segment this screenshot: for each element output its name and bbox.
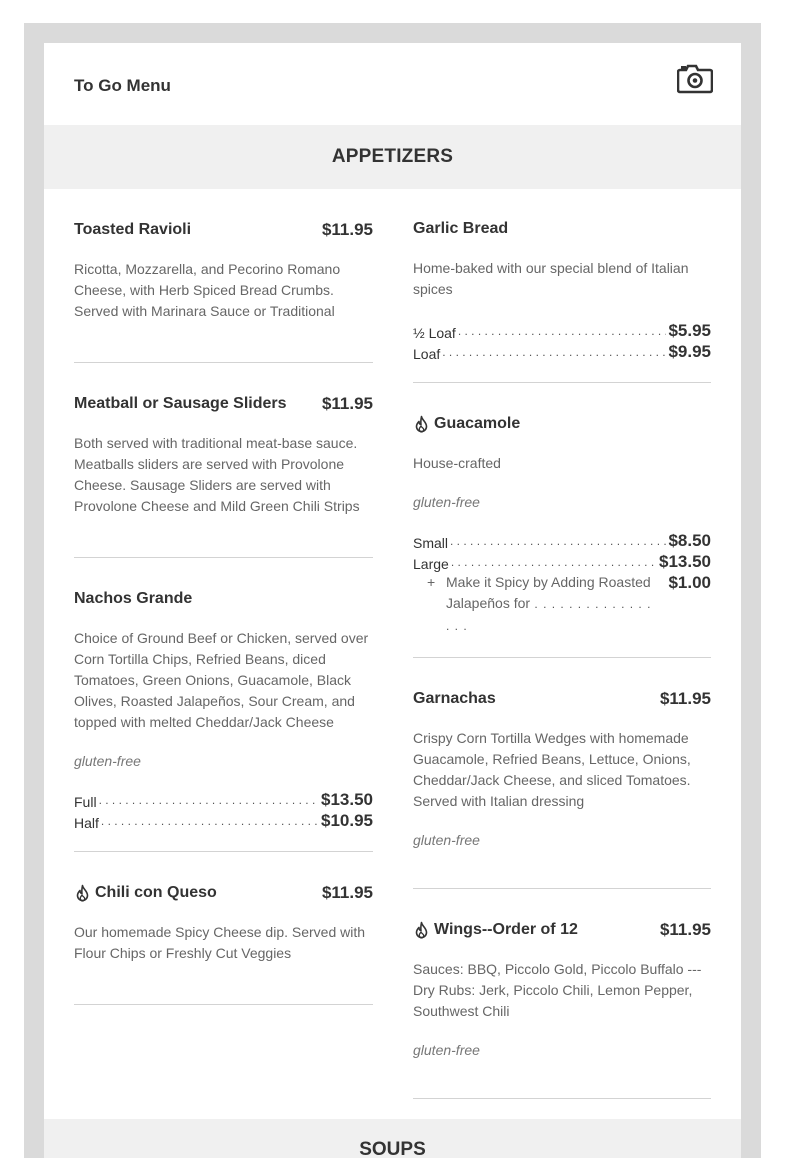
menu-title: To Go Menu [74,76,171,95]
menu-item-nachos-grande[interactable] [74,558,373,852]
menu-item-garlic-bread[interactable] [413,189,711,383]
menu-item-wings[interactable] [413,889,711,1099]
flame-icon [74,884,91,903]
camera-icon[interactable] [677,63,713,95]
price-row [413,320,711,341]
item-name: Toasted Ravioli [74,221,192,238]
gluten-free-tag: gluten-free [413,1042,480,1058]
menu-item-sliders[interactable] [74,363,373,558]
leader-dots [99,793,319,807]
section-title: APPETIZERS [331,146,454,167]
menu-item-toasted-ravioli[interactable] [74,189,373,363]
menu-item-chili-con-queso[interactable] [74,852,373,1005]
leader-dots [442,345,666,359]
size-price: $13.50 [659,552,711,571]
size-label: Full [74,794,97,810]
item-name: Wings--Order of 12 [434,921,578,938]
top-bar [44,43,741,125]
item-description: Crispy Corn Tortilla Wedges with homemade Guacamole, Refried Beans, Lettuce, Onions, Cheddar/Jack Cheese, and sliced Tomatoes. Served with Italian dressing [413,730,691,809]
item-name: Garnachas [413,690,496,707]
gluten-free-tag: gluten-free [74,753,141,769]
left-column [74,189,373,1005]
size-price: $13.50 [321,790,373,809]
price-row [74,789,373,810]
gluten-free-tag: gluten-free [413,494,480,510]
item-description: Our homemade Spicy Cheese dip. Served with Flour Chips or Freshly Cut Veggies [74,924,366,961]
gluten-free-tag: gluten-free [413,832,480,848]
price-row [413,530,711,551]
flame-icon [413,415,430,434]
leader-dots [101,814,319,828]
item-price: $11.95 [659,920,711,939]
section-title: SOUPS [359,1139,426,1158]
price-row [74,810,373,831]
item-name: Meatball or Sausage Sliders [74,395,287,412]
menu-item-garnachas[interactable] [413,658,711,889]
plus-sign: + [427,574,436,590]
price-row [413,551,711,572]
menu-item-guacamole[interactable] [413,383,711,658]
appetizers-columns [44,189,741,1119]
item-description: Ricotta, Mozzarella, and Pecorino Romano Cheese, with Herb Spiced Bread Crumbs. Served with Marinara Sauce or Traditional [74,261,341,319]
size-price: $9.95 [668,342,711,361]
addon-row [427,572,711,637]
size-price: $8.50 [668,531,711,550]
item-price: $11.95 [321,220,373,239]
item-name: Garlic Bread [413,220,509,237]
size-label: Half [74,815,99,831]
size-price: $5.95 [668,321,711,340]
item-description: Both served with traditional meat-base sauce. Meatballs sliders are served with Provolone Cheese. Sausage Sliders are served with Provolone Cheese and Mild Green Chili Strips [74,435,360,514]
item-price: $11.95 [321,394,373,413]
soups-header [44,1119,741,1158]
menu-page [44,43,741,1158]
item-description: Home-baked with our special blend of Italian spices [413,260,689,297]
addon-label: Make it Spicy by Adding Roasted Jalapeños for [446,574,651,611]
item-description: Choice of Ground Beef or Chicken, served over Corn Tortilla Chips, Refried Beans, diced Tomatoes, Green Onions, Guacamole, Black Olives, Roasted Jalapeños, Sour Cream, and topped with melted Cheddar/Jack Cheese [74,630,369,730]
item-name: Nachos Grande [74,590,193,607]
item-name: Guacamole [434,415,521,432]
size-label: Large [413,556,449,572]
leader-dots: . . . . . . . . . . . . . . . . . [446,597,652,633]
item-name: Chili con Queso [95,884,217,901]
right-column [413,189,711,1099]
leader-dots [450,534,666,548]
size-label: Small [413,535,449,551]
flame-icon [413,921,430,940]
item-price: $11.95 [321,883,373,902]
leader-dots [451,555,657,569]
addon-price: $1.00 [668,573,711,592]
size-price: $10.95 [321,811,373,830]
item-description: Sauces: BBQ, Piccolo Gold, Piccolo Buffalo ---Dry Rubs: Jerk, Piccolo Chili, Lemon Pepper, Southwest Chili [413,961,702,1019]
appetizers-header [44,125,741,189]
size-label: Loaf [413,346,441,362]
price-row [413,341,711,362]
item-description: House-crafted [413,455,501,471]
item-price: $11.95 [659,689,711,708]
size-label: ½ Loaf [413,325,456,341]
leader-dots [458,324,667,338]
